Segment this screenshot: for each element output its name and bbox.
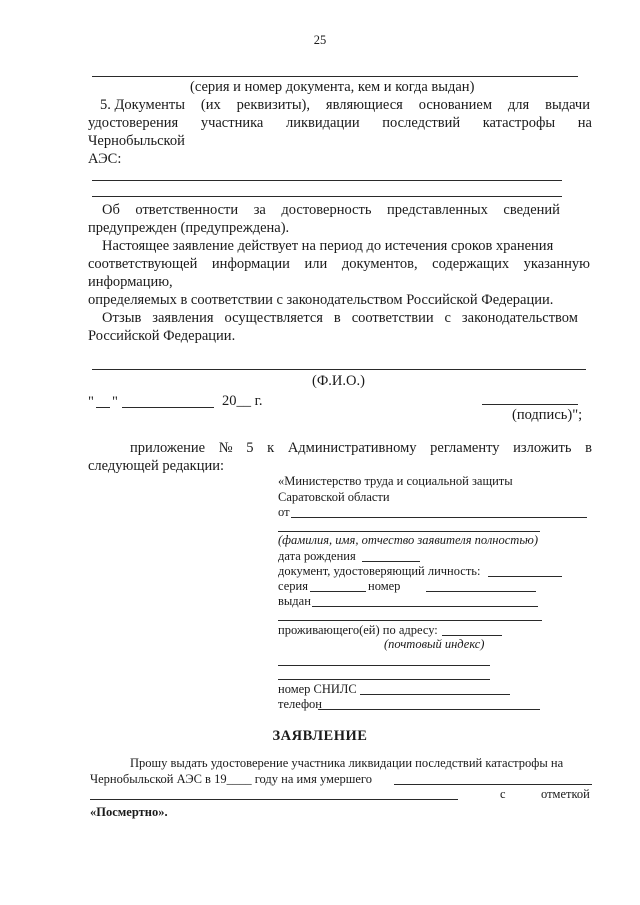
application-title: ЗАЯВЛЕНИЕ	[272, 728, 368, 744]
signature-line	[482, 404, 578, 405]
deceased-name-line	[394, 784, 592, 785]
responsibility-line2: предупрежден (предупреждена).	[88, 220, 290, 236]
validity-line3: информацию,	[88, 274, 173, 290]
date-month-blank	[122, 407, 214, 408]
postal-code-hint: (почтовый индекс)	[384, 637, 485, 651]
doc-details-caption: (серия и номер документа, кем и когда выдан)	[190, 79, 475, 95]
number-line	[426, 591, 536, 592]
application-c: с	[500, 787, 506, 801]
ministry-line1: «Министерство труда и социальной защиты	[278, 474, 513, 488]
applicant-name-hint: (фамилия, имя, отчество заявителя полностью)	[278, 533, 538, 547]
application-mark: отметкой	[541, 787, 590, 801]
responsibility-line1: Об ответственности за достоверность представленных сведений	[102, 202, 560, 218]
application-line2: Чернобыльской АЭС в 19____ году на имя умершего	[90, 772, 373, 786]
date-quote-close: "	[112, 394, 118, 410]
validity-line1: Настоящее заявление действует на период до истечения сроков хранения	[102, 238, 554, 254]
revoke-line2: Российской Федерации.	[88, 328, 236, 344]
postal-code-line	[442, 635, 502, 636]
item5-fill-line-1	[92, 180, 562, 181]
application-line1: Прошу выдать удостоверение участника ликвидации последствий катастрофы на	[130, 756, 564, 770]
snils-line	[360, 694, 510, 695]
series-label: серия	[278, 579, 308, 593]
birth-date-label: дата рождения	[278, 549, 356, 563]
issued-label: выдан	[278, 594, 311, 608]
from-label: от	[278, 505, 290, 519]
phone-label: телефон	[278, 697, 322, 711]
series-line	[310, 591, 366, 592]
issued-line-2	[278, 620, 542, 621]
item5-line2: удостоверения участника ликвидации последствий катастрофы на	[88, 115, 592, 131]
deceased-name-line-2	[90, 799, 458, 800]
item5-line4: АЭС:	[88, 151, 122, 167]
appendix-line2: следующей редакции:	[88, 458, 225, 474]
date-year: 20__ г.	[222, 393, 263, 409]
signature-caption: (подпись)";	[512, 407, 583, 423]
page-number: 25	[313, 33, 327, 47]
item5-line1: 5. Документы (их реквизиты), являющиеся основанием для выдачи	[100, 97, 590, 113]
from-line	[291, 517, 587, 518]
birth-date-line	[362, 561, 420, 562]
number-label: номер	[368, 579, 401, 593]
id-doc-line	[488, 576, 562, 577]
issued-line	[312, 606, 538, 607]
fio-caption: (Ф.И.О.)	[312, 373, 365, 389]
validity-line2: соответствующей информации или документов, содержащих указанную	[88, 256, 590, 272]
ministry-line2: Саратовской области	[278, 490, 390, 504]
phone-line	[318, 709, 540, 710]
address-label: проживающего(ей) по адресу:	[278, 623, 438, 637]
address-line-2	[278, 679, 490, 680]
revoke-line1: Отзыв заявления осуществляется в соответствии с законодательством	[102, 310, 578, 326]
snils-label: номер СНИЛС	[278, 682, 357, 696]
posthumous-label: «Посмертно».	[90, 805, 168, 819]
date-quote-open: "	[88, 394, 94, 410]
fio-line	[92, 369, 586, 370]
doc-details-line	[92, 76, 578, 77]
item5-fill-line-2	[92, 196, 562, 197]
item5-line3: Чернобыльской	[88, 133, 185, 149]
applicant-name-line	[278, 531, 540, 532]
appendix-line1: приложение № 5 к Административному регламенту изложить в	[130, 440, 592, 456]
id-doc-label: документ, удостоверяющий личность:	[278, 564, 481, 578]
date-day-blank	[96, 407, 110, 408]
address-line-1	[278, 665, 490, 666]
validity-line4: определяемых в соответствии с законодательством Российской Федерации.	[88, 292, 554, 308]
